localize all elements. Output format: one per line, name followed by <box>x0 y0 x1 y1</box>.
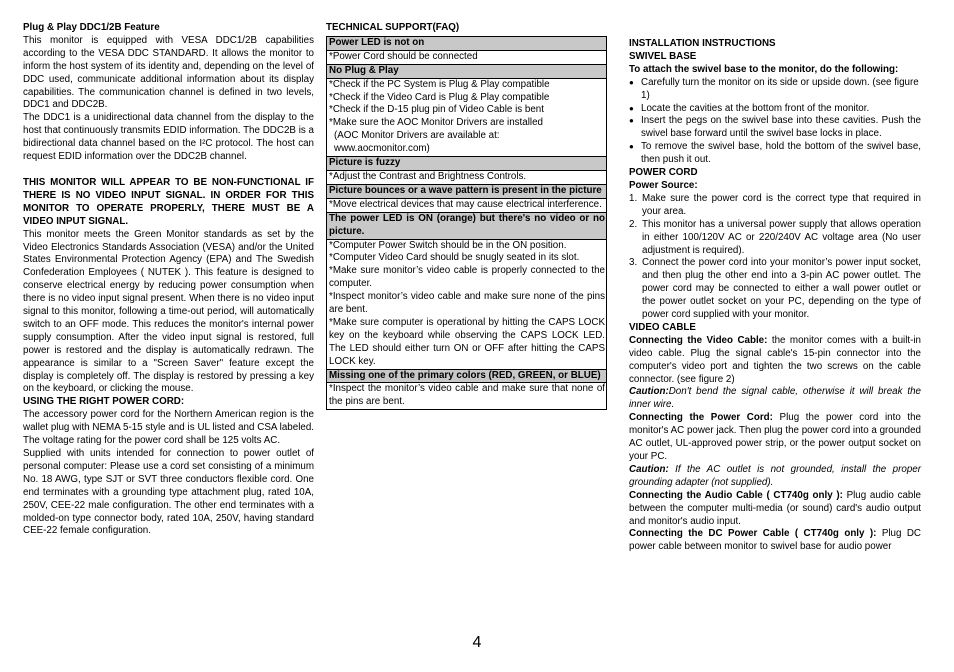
video-cable-paragraph <box>629 335 921 387</box>
faq-answer-row <box>327 170 607 184</box>
power-cord-connect-text: Plug the power cord into the monitor's AC power jack. Then plug the power cord into a grounded AC outlet, UL-approved power strip, or the power output socket on your PC. <box>629 412 921 462</box>
faq-answer-line: *Adjust the Contrast and Brightness Controls. <box>329 170 527 182</box>
video-cable-lead: Connecting the Video Cable: <box>629 334 768 346</box>
faq-question-text: Picture bounces or a wave pattern is present in the picture <box>329 184 602 196</box>
list-item: ● Locate the cavities at the bottom front of the monitor. <box>629 103 921 116</box>
faq-answer-row <box>327 50 607 64</box>
list-text: Connect the power cord into your monitor’s power input socket, and then plug the other end into a 3-pin AC power outlet. The power cord may be connected to either a wall power outlet or the power outlet socket on your PC, depending on the type of power cord supplied with your monitor. <box>642 257 921 321</box>
list-item: ● To remove the swivel base, hold the bottom of the swivel base, then push it out. <box>629 141 921 167</box>
faq-answer-line: *Power Cord should be connected <box>329 50 478 62</box>
page-number: 4 <box>472 634 482 651</box>
faq-answer <box>327 383 607 410</box>
list-item <box>629 257 921 322</box>
faq-table <box>326 36 607 410</box>
pnp-heading: Plug & Play DDC1/2B Feature <box>23 22 160 33</box>
faq-answer <box>327 170 607 184</box>
faq-answer-line: *Move electrical devices that may cause electrical interference. <box>329 198 602 210</box>
power-cord-heading: USING THE RIGHT POWER CORD: <box>23 396 185 408</box>
pnp-paragraph-1: This monitor is equipped with VESA DDC1/2B capabilities according to the VESA DDC STANDARD. It allows the monitor to inform the host system of its identity and, depending on the level of DDC used, communicate additional information about its display capabilities. The communication channel is defined in two levels, DDC1 and DDC2B. <box>23 34 314 111</box>
faq-question-row <box>327 64 607 78</box>
faq-question-text: No Plug & Play <box>329 64 399 76</box>
caution-label: Caution: <box>629 463 669 475</box>
faq-answer-line: *Computer Power Switch should be in the ON position. <box>329 239 567 251</box>
list-text: This monitor has a universal power supply that allows operation in either 100/120V AC or 220/240V AC voltage area (No user adjustment is required). <box>642 218 921 256</box>
faq-answer <box>327 50 607 64</box>
faq-question-text: Power LED is not on <box>329 36 425 48</box>
audio-cable-paragraph <box>629 490 921 529</box>
faq-answer <box>327 239 607 369</box>
faq-answer <box>327 198 607 212</box>
caution-text: If the AC outlet is not grounded, install the proper grounding adapter (not supplied). <box>629 463 921 488</box>
swivel-subheading: To attach the swivel base to the monitor, do the following: <box>629 63 899 75</box>
faq-question-text: Missing one of the primary colors (RED, GREEN, or BLUE) <box>329 369 601 381</box>
faq-question-row <box>327 212 607 239</box>
faq-question <box>327 369 607 383</box>
faq-title: TECHNICAL SUPPORT(FAQ) <box>326 22 460 33</box>
installation-heading: INSTALLATION INSTRUCTIONS <box>629 38 776 49</box>
faq-question <box>327 36 607 50</box>
faq-answer <box>327 78 607 156</box>
power-cord-paragraph-2: Supplied with units intended for connection to power outlet of personal computer: Please use a cord set consisting of a minimum No. 18 AWG, type SJT or SVT three conductors flexible cord. One end terminates with a grounding type attachment plug, rated 10A, 250V, CEE-22 male configuration. The other end terminates with a molded-on type connector body, rated 10A, 250V, having standard CEE-22 female configuration. <box>23 448 314 537</box>
list-number: 1. <box>629 192 638 204</box>
faq-answer-line: *Inspect monitor’s video cable and make sure none of the pins are bent. <box>329 291 605 316</box>
faq-answer-line: *Inspect the monitor’s video cable and make sure that none of the pins are bent. <box>329 383 605 408</box>
faq-question-row <box>327 369 607 383</box>
caution-text: Don't bend the signal cable, otherwise it will break the inner wire. <box>629 386 921 411</box>
left-column <box>23 22 314 538</box>
faq-question-row <box>327 157 607 171</box>
faq-question <box>327 212 607 239</box>
faq-answer-line: *Make sure monitor’s video cable is properly connected to the computer. <box>329 265 605 290</box>
swivel-base-heading: SWIVEL BASE <box>629 50 697 62</box>
faq-answer-row <box>327 198 607 212</box>
faq-answer-row <box>327 239 607 369</box>
swivel-steps-list <box>629 77 921 167</box>
faq-answer-line: *Computer Video Card should be snugly seated in its slot. <box>329 252 580 264</box>
faq-question-row <box>327 184 607 198</box>
list-number: 3. <box>629 257 638 269</box>
caution-grounding <box>629 464 921 490</box>
audio-cable-text: Plug audio cable between the computer multi-media (or sound) card's audio output and monitor's audio input. <box>629 489 921 527</box>
list-item: ● Insert the pegs on the swivel base into these cavities. Push the swivel base forward until the swivel base locks in place. <box>629 115 921 141</box>
faq-answer-line: *Make sure computer is operational by hitting the CAPS LOCK key on the keyboard while observing the CAPS LOCK LED. The LED should either turn ON or OFF after hitting the CAPS LOCK key. <box>329 316 605 367</box>
power-cord-connect-paragraph <box>629 412 921 464</box>
list-number: 2. <box>629 218 638 230</box>
video-cable-heading: VIDEO CABLE <box>629 321 696 333</box>
faq-question-row <box>327 36 607 50</box>
faq-answer-row <box>327 383 607 410</box>
faq-question <box>327 184 607 198</box>
pnp-paragraph-2: The DDC1 is a unidirectional data channel from the display to the host that continuously transmits EDID information. The DDC2B is a bidirectional data channel based on the I²C protocol. The host can request EDID information over the DDC2B channel. <box>23 112 314 163</box>
faq-answer-row <box>327 78 607 156</box>
dc-power-cable-paragraph <box>629 528 921 554</box>
faq-answer-line: *Check if the Video Card is Plug & Play compatible <box>329 91 550 103</box>
faq-question-text: The power LED is ON (orange) but there's no video or no picture. <box>329 212 605 237</box>
power-steps-list <box>629 193 921 322</box>
power-cord-connect-lead: Connecting the Power Cord: <box>629 412 773 424</box>
right-column <box>629 38 921 554</box>
video-cable-text: the monitor comes with a built-in video cable. Plug the signal cable's 15-pin connector into the computer's video port and tighten the two screws on the cable connector. (see figure 2) <box>629 334 921 385</box>
faq-answer-line: *Check if the PC System is Plug & Play compatible <box>329 78 550 90</box>
list-item <box>629 219 921 258</box>
dc-power-cable-text: Plug DC power cable between monitor to swivel base for audio power <box>629 528 921 553</box>
green-monitor-paragraph: This monitor meets the Green Monitor standards as set by the Video Electronics Standards Association (VESA) and/or the United States Environmental Protection Agency (EPA) and The Swedish Confederation Employees ( NUTEK ). This feature is designed to conserve electrical energy by reducing power consumption when there is no video input signal present. When there is no video input signal to this monitor, following a time-out period, will automatically switch to an OFF mode. This reduces the monitor's internal power supply consumption. After the video input signal is restored, full power is restored and the display is automatically redrawn. The appearance is similar to a "Screen Saver" feature except the display is completely off. The display is restored by pressing a key on the keyboard, or clicking the mouse. <box>23 228 314 395</box>
faq-question <box>327 64 607 78</box>
dc-power-cable-lead: Connecting the DC Power Cable ( CT740g only ): <box>629 528 877 540</box>
list-text: Make sure the power cord is the correct type that required in your area. <box>642 192 921 217</box>
caution-signal-cable <box>629 386 921 412</box>
caution-label: Caution: <box>629 386 669 398</box>
audio-cable-lead: Connecting the Audio Cable ( CT740g only ): <box>629 489 843 501</box>
faq-answer-line: *Make sure the AOC Monitor Drivers are installed <box>329 117 543 129</box>
power-cord-paragraph-1: The accessory power cord for the Northern American region is the wallet plug with NEMA 5-15 style and is UL listed and CSA labeled. The voltage rating for the power cord shall be 125 volts AC. <box>23 409 314 447</box>
power-source-heading: Power Source: <box>629 179 698 191</box>
faq-question <box>327 157 607 171</box>
middle-column <box>326 22 607 410</box>
faq-answer-line: *Check if the D-15 plug pin of Video Cable is bent <box>329 104 544 116</box>
faq-question-text: Picture is fuzzy <box>329 157 401 169</box>
list-item: ● Carefully turn the monitor on its side or upside down. (see figure 1) <box>629 77 921 103</box>
faq-answer-line: (AOC Monitor Drivers are available at: <box>334 130 500 142</box>
power-cord-section-heading: POWER CORD <box>629 167 698 179</box>
faq-answer-line: www.aocmonitor.com) <box>334 143 430 155</box>
list-item <box>629 193 921 219</box>
no-signal-warning: THIS MONITOR WILL APPEAR TO BE NON-FUNCTIONAL IF THERE IS NO VIDEO INPUT SIGNAL. IN ORDER FOR THIS MONITOR TO OPERATE PROPERLY, THERE MUST BE A VIDEO INPUT SIGNAL. <box>23 176 314 227</box>
